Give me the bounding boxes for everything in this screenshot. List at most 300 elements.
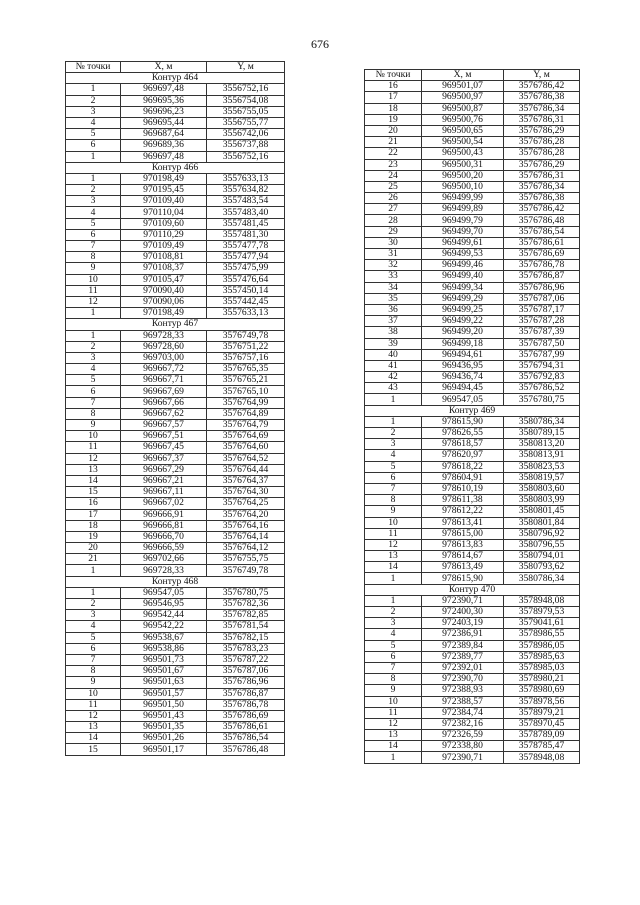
- header-point: № точки: [365, 70, 422, 81]
- table-row: [365, 103, 580, 114]
- table-row: [365, 360, 580, 371]
- x-coordinate-cell: 970110,29: [121, 229, 207, 240]
- x-coordinate-cell: 972388,57: [422, 696, 504, 707]
- table-row: [365, 662, 580, 673]
- x-coordinate-cell: 969501,73: [121, 654, 207, 665]
- x-coordinate-cell: 970109,40: [121, 196, 207, 207]
- y-coordinate-cell: 3576787,22: [207, 654, 285, 665]
- page-number: 676: [311, 37, 329, 51]
- point-number-cell: 1: [66, 151, 121, 162]
- x-coordinate-cell: 969697,48: [121, 84, 207, 95]
- x-coordinate-cell: 969501,67: [121, 666, 207, 677]
- y-coordinate-cell: 3576764,14: [207, 531, 285, 542]
- y-coordinate-cell: 3578948,08: [504, 595, 580, 606]
- x-coordinate-cell: 969501,63: [121, 677, 207, 688]
- table-row: [66, 151, 285, 162]
- x-coordinate-cell: 978610,19: [422, 483, 504, 494]
- table-row: [66, 84, 285, 95]
- y-coordinate-cell: 3578785,47: [504, 741, 580, 752]
- point-number-cell: 6: [66, 386, 121, 397]
- table-header-row: [365, 70, 580, 81]
- table-row: [365, 707, 580, 718]
- x-coordinate-cell: 969667,11: [121, 487, 207, 498]
- x-coordinate-cell: 969667,62: [121, 408, 207, 419]
- contour-title-row: [365, 584, 580, 595]
- x-coordinate-cell: 969499,46: [422, 260, 504, 271]
- point-number-cell: 10: [66, 274, 121, 285]
- contour-title: Контур 470: [365, 584, 580, 595]
- point-number-cell: 3: [66, 196, 121, 207]
- x-coordinate-cell: 969436,95: [422, 360, 504, 371]
- table-row: [365, 293, 580, 304]
- table-row: [66, 688, 285, 699]
- y-coordinate-cell: 3578986,55: [504, 629, 580, 640]
- x-coordinate-cell: 970109,60: [121, 218, 207, 229]
- point-number-cell: 9: [66, 420, 121, 431]
- y-coordinate-cell: 3580813,91: [504, 450, 580, 461]
- coordinates-table-right: [364, 69, 580, 764]
- point-number-cell: 12: [66, 296, 121, 307]
- contour-title: Контур 467: [66, 319, 285, 330]
- table-row: [66, 408, 285, 419]
- x-coordinate-cell: 969695,44: [121, 117, 207, 128]
- y-coordinate-cell: 3576786,34: [504, 103, 580, 114]
- point-number-cell: 8: [365, 674, 422, 685]
- x-coordinate-cell: 969500,87: [422, 103, 504, 114]
- table-row: [66, 140, 285, 151]
- header-point: № точки: [66, 62, 121, 73]
- point-number-cell: 12: [365, 539, 422, 550]
- y-coordinate-cell: 3576786,78: [207, 699, 285, 710]
- table-row: [66, 520, 285, 531]
- x-coordinate-cell: 972388,93: [422, 685, 504, 696]
- point-number-cell: 10: [66, 431, 121, 442]
- y-coordinate-cell: 3576786,54: [504, 226, 580, 237]
- x-coordinate-cell: 969538,86: [121, 643, 207, 654]
- table-row: [66, 442, 285, 453]
- point-number-cell: 11: [66, 285, 121, 296]
- point-number-cell: 14: [365, 562, 422, 573]
- point-number-cell: 2: [66, 599, 121, 610]
- x-coordinate-cell: 978614,67: [422, 551, 504, 562]
- y-coordinate-cell: 3576764,52: [207, 453, 285, 464]
- point-number-cell: 2: [365, 428, 422, 439]
- point-number-cell: 1: [66, 565, 121, 576]
- x-coordinate-cell: 969499,40: [422, 271, 504, 282]
- y-coordinate-cell: 3556752,16: [207, 84, 285, 95]
- x-coordinate-cell: 969499,25: [422, 304, 504, 315]
- y-coordinate-cell: 3580803,60: [504, 483, 580, 494]
- x-coordinate-cell: 969499,70: [422, 226, 504, 237]
- x-coordinate-cell: 969667,51: [121, 431, 207, 442]
- table-row: [365, 718, 580, 729]
- x-coordinate-cell: 978611,38: [422, 495, 504, 506]
- contour-title: Контур 468: [66, 576, 285, 587]
- table-row: [66, 95, 285, 106]
- x-coordinate-cell: 969500,54: [422, 137, 504, 148]
- point-number-cell: 13: [365, 730, 422, 741]
- point-number-cell: 21: [365, 137, 422, 148]
- x-coordinate-cell: 969500,76: [422, 114, 504, 125]
- x-coordinate-cell: 972338,80: [422, 741, 504, 752]
- point-number-cell: 19: [66, 531, 121, 542]
- point-number-cell: 10: [365, 696, 422, 707]
- x-coordinate-cell: 972382,16: [422, 718, 504, 729]
- x-coordinate-cell: 972403,19: [422, 618, 504, 629]
- table-row: [365, 696, 580, 707]
- x-coordinate-cell: 969501,43: [121, 710, 207, 721]
- point-number-cell: 5: [66, 218, 121, 229]
- y-coordinate-cell: 3579041,61: [504, 618, 580, 629]
- x-coordinate-cell: 978613,49: [422, 562, 504, 573]
- point-number-cell: 16: [365, 81, 422, 92]
- x-coordinate-cell: 969501,07: [422, 81, 504, 92]
- y-coordinate-cell: 3578980,69: [504, 685, 580, 696]
- y-coordinate-cell: 3576764,16: [207, 520, 285, 531]
- point-number-cell: 9: [66, 677, 121, 688]
- x-coordinate-cell: 969696,23: [121, 106, 207, 117]
- y-coordinate-cell: 3576764,20: [207, 509, 285, 520]
- x-coordinate-cell: 969501,17: [121, 744, 207, 755]
- table-row: [365, 316, 580, 327]
- point-number-cell: 2: [66, 341, 121, 352]
- y-coordinate-cell: 3576786,78: [504, 260, 580, 271]
- y-coordinate-cell: 3576786,96: [207, 677, 285, 688]
- table-row: [365, 260, 580, 271]
- y-coordinate-cell: 3578985,03: [504, 662, 580, 673]
- x-coordinate-cell: 969666,59: [121, 543, 207, 554]
- y-coordinate-cell: 3576787,06: [504, 293, 580, 304]
- table-row: [66, 252, 285, 263]
- point-number-cell: 14: [66, 475, 121, 486]
- table-row: [66, 106, 285, 117]
- table-row: [365, 338, 580, 349]
- y-coordinate-cell: 3580796,55: [504, 539, 580, 550]
- x-coordinate-cell: 969499,99: [422, 193, 504, 204]
- table-row: [66, 722, 285, 733]
- table-row: [66, 173, 285, 184]
- point-number-cell: 1: [365, 573, 422, 584]
- x-coordinate-cell: 972390,71: [422, 752, 504, 763]
- x-coordinate-cell: 969667,69: [121, 386, 207, 397]
- y-coordinate-cell: 3578979,21: [504, 707, 580, 718]
- table-row: [66, 509, 285, 520]
- table-row: [365, 394, 580, 405]
- point-number-cell: 3: [66, 352, 121, 363]
- table-row: [365, 651, 580, 662]
- x-coordinate-cell: 969667,29: [121, 464, 207, 475]
- x-coordinate-cell: 969667,71: [121, 375, 207, 386]
- y-coordinate-cell: 3556752,16: [207, 151, 285, 162]
- table-row: [66, 386, 285, 397]
- table-row: [66, 453, 285, 464]
- y-coordinate-cell: 3576780,75: [207, 587, 285, 598]
- x-coordinate-cell: 969499,89: [422, 204, 504, 215]
- x-coordinate-cell: 969501,57: [121, 688, 207, 699]
- point-number-cell: 8: [365, 495, 422, 506]
- point-number-cell: 14: [365, 741, 422, 752]
- point-number-cell: 13: [66, 464, 121, 475]
- x-coordinate-cell: 972386,91: [422, 629, 504, 640]
- table-row: [66, 599, 285, 610]
- point-number-cell: 3: [365, 439, 422, 450]
- point-number-cell: 5: [365, 640, 422, 651]
- table-row: [365, 249, 580, 260]
- contour-title: Контур 464: [66, 73, 285, 84]
- point-number-cell: 8: [66, 252, 121, 263]
- y-coordinate-cell: 3576786,96: [504, 282, 580, 293]
- y-coordinate-cell: 3556754,08: [207, 95, 285, 106]
- y-coordinate-cell: 3580801,45: [504, 506, 580, 517]
- point-number-cell: 1: [66, 84, 121, 95]
- y-coordinate-cell: 3557483,40: [207, 207, 285, 218]
- table-row: [66, 375, 285, 386]
- point-number-cell: 20: [66, 543, 121, 554]
- table-row: [66, 431, 285, 442]
- x-coordinate-cell: 969666,70: [121, 531, 207, 542]
- point-number-cell: 1: [365, 752, 422, 763]
- point-number-cell: 4: [66, 117, 121, 128]
- table-row: [365, 595, 580, 606]
- table-row: [66, 341, 285, 352]
- point-number-cell: 5: [365, 461, 422, 472]
- point-number-cell: 15: [66, 744, 121, 755]
- y-coordinate-cell: 3580793,62: [504, 562, 580, 573]
- x-coordinate-cell: 969499,20: [422, 327, 504, 338]
- table-row: [66, 554, 285, 565]
- point-number-cell: 15: [66, 487, 121, 498]
- y-coordinate-cell: 3580794,01: [504, 551, 580, 562]
- table-row: [365, 114, 580, 125]
- x-coordinate-cell: 970108,81: [121, 252, 207, 263]
- x-coordinate-cell: 969499,61: [422, 237, 504, 248]
- y-coordinate-cell: 3557477,94: [207, 252, 285, 263]
- y-coordinate-cell: 3576786,69: [207, 710, 285, 721]
- y-coordinate-cell: 3576764,25: [207, 498, 285, 509]
- y-coordinate-cell: 3557481,45: [207, 218, 285, 229]
- y-coordinate-cell: 3580786,34: [504, 416, 580, 427]
- table-row: [365, 483, 580, 494]
- coordinates-table-left: [65, 61, 285, 756]
- table-row: [365, 204, 580, 215]
- y-coordinate-cell: 3580786,34: [504, 573, 580, 584]
- x-coordinate-cell: 970195,45: [121, 185, 207, 196]
- x-coordinate-cell: 978620,97: [422, 450, 504, 461]
- table-row: [365, 495, 580, 506]
- point-number-cell: 10: [365, 517, 422, 528]
- point-number-cell: 43: [365, 383, 422, 394]
- table-row: [66, 543, 285, 554]
- x-coordinate-cell: 969436,74: [422, 372, 504, 383]
- table-row: [365, 506, 580, 517]
- table-row: [66, 218, 285, 229]
- point-number-cell: 25: [365, 181, 422, 192]
- point-number-cell: 28: [365, 215, 422, 226]
- table-row: [66, 677, 285, 688]
- x-coordinate-cell: 978626,55: [422, 428, 504, 439]
- x-coordinate-cell: 978612,22: [422, 506, 504, 517]
- x-coordinate-cell: 969687,64: [121, 129, 207, 140]
- table-header-row: [66, 62, 285, 73]
- x-coordinate-cell: 972389,77: [422, 651, 504, 662]
- table-row: [66, 643, 285, 654]
- table-row: [365, 92, 580, 103]
- table-row: [66, 710, 285, 721]
- y-coordinate-cell: 3557483,54: [207, 196, 285, 207]
- y-coordinate-cell: 3578789,09: [504, 730, 580, 741]
- table-row: [66, 744, 285, 755]
- x-coordinate-cell: 969494,61: [422, 349, 504, 360]
- table-row: [365, 327, 580, 338]
- y-coordinate-cell: 3576782,36: [207, 599, 285, 610]
- y-coordinate-cell: 3557634,82: [207, 185, 285, 196]
- x-coordinate-cell: 970090,06: [121, 296, 207, 307]
- y-coordinate-cell: 3576787,99: [504, 349, 580, 360]
- y-coordinate-cell: 3578979,53: [504, 607, 580, 618]
- y-coordinate-cell: 3556737,88: [207, 140, 285, 151]
- x-coordinate-cell: 969728,60: [121, 341, 207, 352]
- x-coordinate-cell: 969499,29: [422, 293, 504, 304]
- table-row: [365, 226, 580, 237]
- point-number-cell: 17: [66, 509, 121, 520]
- y-coordinate-cell: 3580789,15: [504, 428, 580, 439]
- table-row: [66, 565, 285, 576]
- y-coordinate-cell: 3557633,13: [207, 173, 285, 184]
- point-number-cell: 33: [365, 271, 422, 282]
- y-coordinate-cell: 3580813,20: [504, 439, 580, 450]
- x-coordinate-cell: 970198,49: [121, 173, 207, 184]
- y-coordinate-cell: 3576786,28: [504, 137, 580, 148]
- y-coordinate-cell: 3576765,35: [207, 364, 285, 375]
- x-coordinate-cell: 969547,05: [422, 394, 504, 405]
- table-row: [365, 282, 580, 293]
- table-row: [365, 81, 580, 92]
- point-number-cell: 18: [365, 103, 422, 114]
- point-number-cell: 2: [365, 607, 422, 618]
- y-coordinate-cell: 3576764,79: [207, 420, 285, 431]
- contour-title-row: [66, 73, 285, 84]
- x-coordinate-cell: 969689,36: [121, 140, 207, 151]
- table-row: [365, 383, 580, 394]
- table-row: [66, 352, 285, 363]
- point-number-cell: 34: [365, 282, 422, 293]
- table-row: [66, 464, 285, 475]
- point-number-cell: 7: [365, 662, 422, 673]
- x-coordinate-cell: 969667,02: [121, 498, 207, 509]
- y-coordinate-cell: 3576765,21: [207, 375, 285, 386]
- point-number-cell: 8: [66, 666, 121, 677]
- table-row: [365, 730, 580, 741]
- table-row: [365, 573, 580, 584]
- y-coordinate-cell: 3576786,52: [504, 383, 580, 394]
- header-x: X, м: [121, 62, 207, 73]
- x-coordinate-cell: 969695,36: [121, 95, 207, 106]
- point-number-cell: 5: [66, 129, 121, 140]
- point-number-cell: 38: [365, 327, 422, 338]
- point-number-cell: 7: [66, 397, 121, 408]
- x-coordinate-cell: 978613,41: [422, 517, 504, 528]
- y-coordinate-cell: 3576787,50: [504, 338, 580, 349]
- y-coordinate-cell: 3576786,61: [207, 722, 285, 733]
- point-number-cell: 5: [66, 375, 121, 386]
- table-row: [365, 752, 580, 763]
- y-coordinate-cell: 3576764,69: [207, 431, 285, 442]
- table-row: [66, 498, 285, 509]
- y-coordinate-cell: 3576786,42: [504, 81, 580, 92]
- point-number-cell: 32: [365, 260, 422, 271]
- table-row: [365, 193, 580, 204]
- y-coordinate-cell: 3576794,31: [504, 360, 580, 371]
- x-coordinate-cell: 969667,45: [121, 442, 207, 453]
- x-coordinate-cell: 969542,22: [121, 621, 207, 632]
- y-coordinate-cell: 3576792,83: [504, 372, 580, 383]
- point-number-cell: 3: [66, 106, 121, 117]
- x-coordinate-cell: 969500,31: [422, 159, 504, 170]
- table-row: [365, 551, 580, 562]
- x-coordinate-cell: 969501,50: [121, 699, 207, 710]
- x-coordinate-cell: 969728,33: [121, 565, 207, 576]
- point-number-cell: 10: [66, 688, 121, 699]
- point-number-cell: 9: [66, 263, 121, 274]
- y-coordinate-cell: 3578980,21: [504, 674, 580, 685]
- point-number-cell: 11: [365, 707, 422, 718]
- y-coordinate-cell: 3576765,10: [207, 386, 285, 397]
- contour-title-row: [365, 405, 580, 416]
- x-coordinate-cell: 969500,43: [422, 148, 504, 159]
- y-coordinate-cell: 3557633,13: [207, 308, 285, 319]
- table-row: [365, 629, 580, 640]
- x-coordinate-cell: 978615,90: [422, 573, 504, 584]
- table-row: [365, 349, 580, 360]
- point-number-cell: 16: [66, 498, 121, 509]
- y-coordinate-cell: 3578978,56: [504, 696, 580, 707]
- x-coordinate-cell: 969542,44: [121, 610, 207, 621]
- contour-title: Контур 469: [365, 405, 580, 416]
- x-coordinate-cell: 969667,57: [121, 420, 207, 431]
- y-coordinate-cell: 3576787,28: [504, 316, 580, 327]
- point-number-cell: 37: [365, 316, 422, 327]
- header-x: X, м: [422, 70, 504, 81]
- x-coordinate-cell: 969500,65: [422, 125, 504, 136]
- y-coordinate-cell: 3576781,54: [207, 621, 285, 632]
- x-coordinate-cell: 978613,83: [422, 539, 504, 550]
- y-coordinate-cell: 3578970,45: [504, 718, 580, 729]
- point-number-cell: 20: [365, 125, 422, 136]
- y-coordinate-cell: 3576764,30: [207, 487, 285, 498]
- table-row: [66, 699, 285, 710]
- table-row: [365, 450, 580, 461]
- y-coordinate-cell: 3576786,38: [504, 92, 580, 103]
- x-coordinate-cell: 978615,90: [422, 416, 504, 427]
- point-number-cell: 26: [365, 193, 422, 204]
- y-coordinate-cell: 3580803,99: [504, 495, 580, 506]
- x-coordinate-cell: 969546,95: [121, 599, 207, 610]
- table-row: [66, 207, 285, 218]
- contour-title: Контур 466: [66, 162, 285, 173]
- y-coordinate-cell: 3576786,31: [504, 114, 580, 125]
- x-coordinate-cell: 969501,35: [121, 722, 207, 733]
- header-y: Y, м: [504, 70, 580, 81]
- y-coordinate-cell: 3556755,05: [207, 106, 285, 117]
- x-coordinate-cell: 978618,22: [422, 461, 504, 472]
- point-number-cell: 13: [66, 722, 121, 733]
- table-row: [66, 330, 285, 341]
- y-coordinate-cell: 3576764,89: [207, 408, 285, 419]
- point-number-cell: 11: [66, 699, 121, 710]
- point-number-cell: 14: [66, 733, 121, 744]
- x-coordinate-cell: 969667,72: [121, 364, 207, 375]
- x-coordinate-cell: 970108,37: [121, 263, 207, 274]
